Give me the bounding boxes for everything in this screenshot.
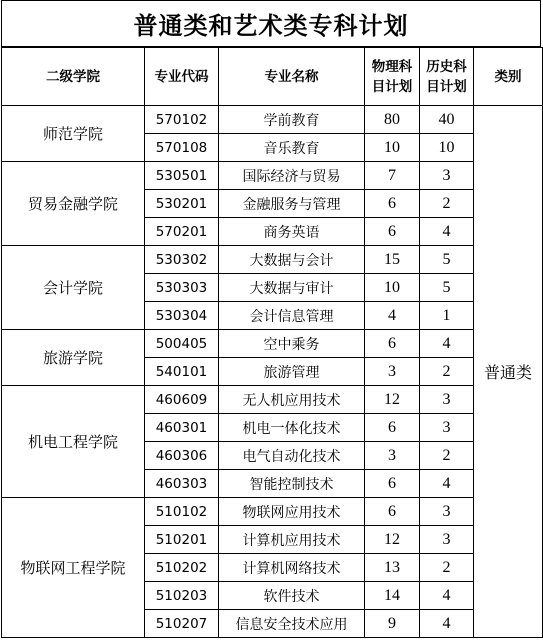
major-code-cell: 570102 — [145, 106, 219, 134]
physics-plan-cell: 12 — [365, 526, 420, 554]
physics-plan-cell: 6 — [365, 190, 420, 218]
table-title: 普通类和艺术类专科计划 — [1, 0, 541, 47]
physics-plan-cell: 12 — [365, 386, 420, 414]
history-plan-cell: 5 — [420, 274, 474, 302]
physics-plan-cell: 6 — [365, 218, 420, 246]
physics-plan-cell: 4 — [365, 302, 420, 330]
physics-plan-cell: 6 — [365, 330, 420, 358]
major-name-cell: 旅游管理 — [219, 358, 365, 386]
major-name-cell: 物联网应用技术 — [219, 498, 365, 526]
history-plan-cell: 5 — [420, 246, 474, 274]
physics-plan-cell: 6 — [365, 498, 420, 526]
major-name-cell: 计算机网络技术 — [219, 554, 365, 582]
header-physics-line1: 物理科 — [371, 58, 413, 75]
history-plan-cell: 3 — [420, 498, 474, 526]
major-code-cell: 510102 — [145, 498, 219, 526]
history-plan-cell: 1 — [420, 302, 474, 330]
physics-plan-cell: 15 — [365, 246, 420, 274]
header-code: 专业代码 — [145, 48, 219, 106]
header-history-line2: 目计划 — [426, 78, 467, 95]
major-name-cell: 机电一体化技术 — [219, 414, 365, 442]
history-plan-cell: 3 — [420, 386, 474, 414]
physics-plan-cell: 10 — [365, 274, 420, 302]
header-category: 类别 — [474, 48, 543, 106]
major-code-cell: 460301 — [145, 414, 219, 442]
header-physics-line2: 目计划 — [371, 78, 413, 95]
major-code-cell: 540101 — [145, 358, 219, 386]
history-plan-cell: 2 — [420, 442, 474, 470]
major-code-cell: 510207 — [145, 610, 219, 638]
history-plan-cell: 2 — [420, 554, 474, 582]
major-code-cell: 460306 — [145, 442, 219, 470]
table-row — [2, 386, 543, 414]
major-name-cell: 学前教育 — [219, 106, 365, 134]
table-body — [2, 106, 543, 638]
table-row — [2, 106, 543, 134]
major-code-cell: 530304 — [145, 302, 219, 330]
major-name-cell: 计算机应用技术 — [219, 526, 365, 554]
history-plan-cell: 3 — [420, 526, 474, 554]
physics-plan-cell: 6 — [365, 470, 420, 498]
major-name-cell: 国际经济与贸易 — [219, 162, 365, 190]
college-cell: 贸易金融学院 — [2, 162, 145, 246]
major-name-cell: 软件技术 — [219, 582, 365, 610]
physics-plan-cell: 10 — [365, 134, 420, 162]
header-college: 二级学院 — [2, 48, 145, 106]
category-cell: 普通类 — [474, 106, 543, 638]
history-plan-cell: 2 — [420, 358, 474, 386]
college-cell: 旅游学院 — [2, 330, 145, 386]
history-plan-cell: 4 — [420, 330, 474, 358]
major-code-cell: 460609 — [145, 386, 219, 414]
physics-plan-cell: 7 — [365, 162, 420, 190]
header-history-plan — [420, 48, 474, 106]
major-name-cell: 电气自动化技术 — [219, 442, 365, 470]
major-name-cell: 会计信息管理 — [219, 302, 365, 330]
major-code-cell: 510201 — [145, 526, 219, 554]
major-code-cell: 530501 — [145, 162, 219, 190]
history-plan-cell: 2 — [420, 190, 474, 218]
major-code-cell: 530303 — [145, 274, 219, 302]
major-code-cell: 460303 — [145, 470, 219, 498]
table-row — [2, 498, 543, 526]
enrollment-plan-table — [1, 47, 543, 638]
major-code-cell: 530201 — [145, 190, 219, 218]
major-name-cell: 信息安全技术应用 — [219, 610, 365, 638]
table-row — [2, 330, 543, 358]
college-cell: 物联网工程学院 — [2, 498, 145, 638]
physics-plan-cell: 14 — [365, 582, 420, 610]
physics-plan-cell: 3 — [365, 442, 420, 470]
header-physics-plan — [365, 48, 420, 106]
major-name-cell: 智能控制技术 — [219, 470, 365, 498]
major-code-cell: 510202 — [145, 554, 219, 582]
physics-plan-cell: 6 — [365, 414, 420, 442]
major-code-cell: 510203 — [145, 582, 219, 610]
history-plan-cell: 3 — [420, 162, 474, 190]
table-row — [2, 246, 543, 274]
physics-plan-cell: 3 — [365, 358, 420, 386]
history-plan-cell: 4 — [420, 610, 474, 638]
history-plan-cell: 4 — [420, 582, 474, 610]
physics-plan-cell: 13 — [365, 554, 420, 582]
history-plan-cell: 40 — [420, 106, 474, 134]
table-row — [2, 162, 543, 190]
history-plan-cell: 4 — [420, 470, 474, 498]
major-name-cell: 空中乘务 — [219, 330, 365, 358]
major-name-cell: 音乐教育 — [219, 134, 365, 162]
major-name-cell: 大数据与会计 — [219, 246, 365, 274]
header-row — [2, 48, 543, 106]
history-plan-cell: 4 — [420, 218, 474, 246]
major-code-cell: 530302 — [145, 246, 219, 274]
major-code-cell: 570201 — [145, 218, 219, 246]
college-cell: 会计学院 — [2, 246, 145, 330]
major-code-cell: 500405 — [145, 330, 219, 358]
major-name-cell: 大数据与审计 — [219, 274, 365, 302]
header-major: 专业名称 — [219, 48, 365, 106]
physics-plan-cell: 9 — [365, 610, 420, 638]
history-plan-cell: 3 — [420, 414, 474, 442]
major-name-cell: 商务英语 — [219, 218, 365, 246]
major-name-cell: 无人机应用技术 — [219, 386, 365, 414]
header-history-line1: 历史科 — [426, 58, 467, 75]
history-plan-cell: 10 — [420, 134, 474, 162]
college-cell: 师范学院 — [2, 106, 145, 162]
physics-plan-cell: 80 — [365, 106, 420, 134]
major-code-cell: 570108 — [145, 134, 219, 162]
major-name-cell: 金融服务与管理 — [219, 190, 365, 218]
college-cell: 机电工程学院 — [2, 386, 145, 498]
